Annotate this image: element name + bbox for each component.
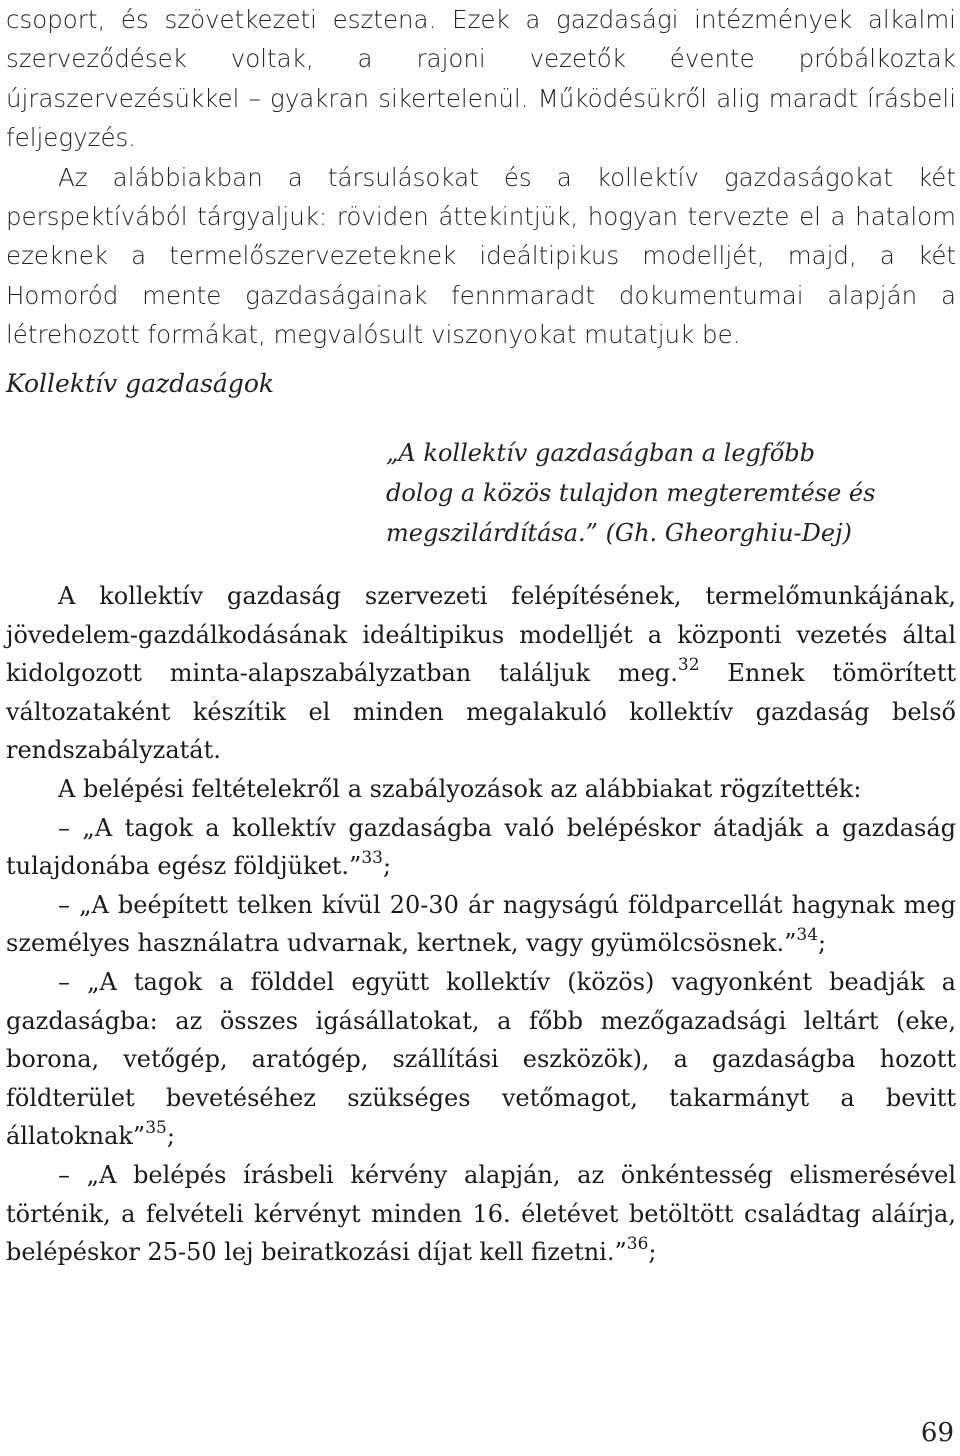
body-text: Ennek tömörített változataként készítik el minden megalakuló kollektív gazdaság belső rendszabályzatát. (6, 659, 956, 765)
list-item (6, 963, 956, 1156)
list-item (6, 886, 956, 963)
intro-section (6, 0, 956, 355)
quote-text: „A tagok a kollektív gazdaságba való belépéskor átadják a gazdaság tulajdonába egész földjüket.” (6, 813, 956, 881)
separator: ; (166, 1122, 175, 1151)
footnote-ref: 36 (626, 1234, 649, 1255)
separator: ; (818, 929, 827, 958)
intro-paragraph-2: Az alábbiakban a társulásokat és a kollektív gazdaságokat két perspektívából tárgyaljuk: röviden áttekintjük, hogyan tervezte el a hatalom ezeknek a termelőszervezeteknek ideáltipikus modelljét, majd, a két Homoród mente gazdaságainak fennmaradt dokumentumai alapján a létrehozott formákat, megvalósult viszonyokat mutatjuk be. (6, 162, 956, 350)
epigraph-line: dolog a közös tulajdon megteremtése és (386, 479, 876, 507)
intro-paragraph-1: csoport, és szövetkezeti esztena. Ezek a gazdasági intézmények alkalmi szerveződések voltak, a rajoni vezetők évente próbálkoztak újraszervezésükkel – gyakran sikertelenül. Működésükről alig maradt írásbeli feljegyzés. (6, 5, 956, 153)
footnote-ref: 33 (361, 848, 383, 869)
separator: ; (648, 1238, 657, 1267)
quote-text: „A belépés írásbeli kérvény alapján, az önkéntesség elismerésével történik, a felvételi kérvényt minden 16. életévet betöltött családtag aláírja, belépéskor 25-50 lej beiratkozási díjat kell fizetni.” (6, 1160, 957, 1267)
separator: ; (382, 852, 392, 881)
dash: – (58, 967, 70, 996)
epigraph-quote (386, 433, 946, 553)
body-paragraph-1 (6, 577, 956, 770)
section-heading: Kollektív gazdaságok (6, 369, 275, 398)
epigraph-line: megszilárdítása.” (Gh. Gheorghiu-Dej) (386, 519, 852, 547)
dash: – (58, 890, 70, 919)
list-item (6, 1156, 956, 1272)
list-item (6, 809, 956, 886)
dash: – (58, 1160, 70, 1189)
body-text: A kollektív gazdaság szervezeti felépítésének, termelőmunkájának, jövedelem-gazdálkodásának ideáltipikus modelljét a központi vezetés által kidolgozott minta-alapszabályzatban találjuk meg. (6, 582, 956, 688)
quote-text: „A tagok a földdel együtt kollektív (közös) vagyonként beadják a gazdaságba: az összes igásállatokat, a főbb mezőgazadsági leltárt (eke, borona, vetőgép, aratógép, szállítási eszközök), a gazdaságba hozott földterület bevetéséhez szükséges vetőmagot, takarmányt a bevitt állatoknak” (6, 967, 956, 1151)
page-number: 69 (920, 1418, 954, 1448)
body-paragraph-2: A belépési feltételekről a szabályozások az alábbiakat rögzítették: (58, 774, 862, 803)
footnote-ref: 32 (677, 655, 700, 676)
dash: – (58, 813, 70, 842)
footnote-ref: 34 (796, 925, 819, 946)
footnote-ref: 35 (145, 1118, 167, 1139)
epigraph-line: „A kollektív gazdaságban a legfőbb (386, 439, 815, 467)
quote-text: „A beépített telken kívül 20-30 ár nagyságú földparcellát hagynak meg személyes használatra udvarnak, kertnek, vagy gyümölcsösnek.” (6, 890, 956, 958)
body-section (6, 577, 956, 1272)
